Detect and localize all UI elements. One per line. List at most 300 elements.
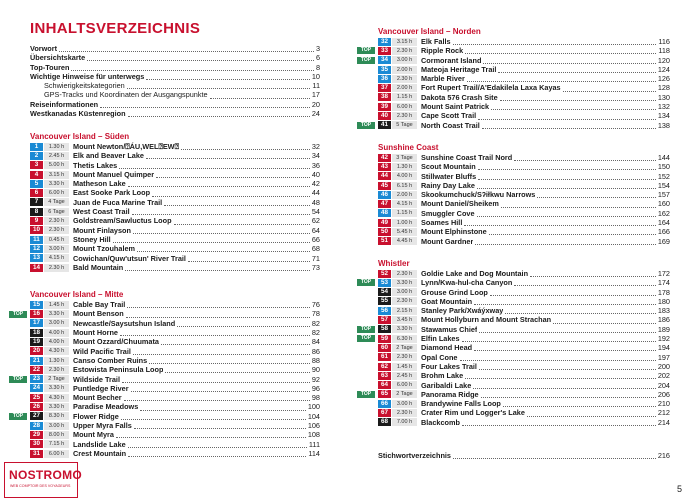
- route-entry[interactable]: [30, 365, 320, 374]
- route-number-badge: 61: [378, 353, 391, 361]
- route-entry[interactable]: [378, 381, 670, 390]
- route-number-badge: 12: [30, 245, 43, 253]
- route-entry[interactable]: [30, 198, 320, 207]
- route-title: Opal Cone: [421, 352, 458, 362]
- route-page: 166: [657, 227, 670, 237]
- route-entry[interactable]: [30, 440, 320, 449]
- route-title: Blackcomb: [421, 417, 460, 427]
- route-entry[interactable]: [378, 111, 670, 120]
- route-page: 172: [657, 268, 670, 278]
- route-entry[interactable]: [30, 356, 320, 365]
- route-number-badge: 13: [30, 254, 43, 262]
- route-title: Skookumchuck/Sʔiłkwu Narrows: [421, 190, 536, 200]
- route-number-badge: 16: [30, 310, 43, 318]
- index-entry[interactable]: [378, 451, 670, 460]
- route-page: 194: [657, 343, 670, 353]
- route-page: 160: [657, 199, 670, 209]
- route-page: 120: [657, 55, 670, 65]
- route-number-badge: 55: [378, 297, 391, 305]
- route-page: 200: [657, 361, 670, 371]
- route-number-badge: 35: [378, 66, 391, 74]
- dot-leader: [126, 311, 310, 318]
- dot-leader: [133, 348, 310, 355]
- dot-leader: [474, 344, 656, 351]
- route-title: Stillwater Bluffs: [421, 171, 477, 181]
- top-tour-badge: TOP: [357, 57, 375, 64]
- route-entry[interactable]: [30, 347, 320, 356]
- top-tour-badge: TOP: [357, 335, 375, 342]
- entry-title: Westkanadas Küstenregion: [30, 109, 126, 119]
- entry-page: 3: [315, 44, 320, 53]
- dot-leader: [188, 255, 310, 262]
- route-page: 48: [311, 197, 320, 207]
- route-entry[interactable]: [30, 430, 320, 439]
- route-entry[interactable]: [360, 46, 670, 56]
- section-heading: Vancouver Island – Süden: [30, 132, 130, 141]
- route-entry[interactable]: [30, 151, 320, 160]
- route-page: 42: [311, 179, 320, 189]
- route-number-badge: 59: [378, 335, 391, 343]
- route-entry[interactable]: [360, 278, 670, 288]
- route-page: 82: [311, 318, 320, 328]
- logo-name: NOSTROMO: [9, 468, 83, 482]
- route-duration: 5.45 h: [392, 228, 417, 236]
- route-duration: 3.00 h: [392, 56, 417, 64]
- route-title: Mount Myra: [73, 430, 114, 440]
- route-page: 174: [657, 278, 670, 288]
- route-entry[interactable]: [360, 120, 670, 130]
- route-number-badge: 57: [378, 316, 391, 324]
- dot-leader: [128, 180, 310, 187]
- dot-leader: [152, 190, 310, 197]
- route-title: Rainy Day Lake: [421, 180, 475, 190]
- route-number-badge: 47: [378, 200, 391, 208]
- route-page: 104: [307, 411, 320, 421]
- dot-leader: [465, 47, 656, 54]
- route-duration: 6.00 h: [44, 450, 69, 458]
- route-page: 82: [311, 328, 320, 338]
- dot-leader: [478, 113, 656, 120]
- dot-leader: [478, 173, 656, 180]
- top-tour-badge: TOP: [357, 279, 375, 286]
- route-number-badge: 62: [378, 363, 391, 371]
- route-page: 62: [311, 216, 320, 226]
- dot-leader: [181, 143, 310, 150]
- route-number-badge: 53: [378, 279, 391, 287]
- route-duration: 2 Tage: [44, 375, 69, 383]
- dot-leader: [119, 162, 310, 169]
- entry-title: Schwierigkeitskategorien: [44, 81, 125, 91]
- route-duration: 0.45 h: [44, 236, 69, 244]
- route-number-badge: 39: [378, 103, 391, 111]
- entry-title: Reiseinformationen: [30, 99, 99, 109]
- route-entry[interactable]: [30, 421, 320, 430]
- route-entry[interactable]: [378, 288, 670, 297]
- entry-title: Top-Touren: [30, 62, 70, 72]
- entry-page: 216: [657, 451, 670, 460]
- route-number-badge: 17: [30, 319, 43, 327]
- section-heading: Vancouver Island – Mitte: [30, 290, 124, 300]
- route-duration: 3.30 h: [44, 180, 69, 188]
- route-duration: 4.45 h: [392, 237, 417, 245]
- route-number-badge: 48: [378, 209, 391, 217]
- route-duration: 3.00 h: [392, 400, 417, 408]
- dot-leader: [113, 236, 310, 243]
- route-page: 180: [657, 296, 670, 306]
- toc-entry[interactable]: [30, 100, 320, 109]
- route-entry[interactable]: [378, 269, 670, 278]
- route-page: 36: [311, 160, 320, 170]
- route-duration: 2.30 h: [392, 112, 417, 120]
- route-duration: 3.15 h: [392, 38, 417, 46]
- route-entry[interactable]: [30, 328, 320, 337]
- section-heading: Vancouver Island – Norden: [378, 27, 481, 36]
- toc-entry[interactable]: [30, 72, 320, 81]
- section-spacer: [378, 427, 670, 440]
- route-entry[interactable]: [12, 411, 320, 421]
- route-page: 164: [657, 218, 670, 228]
- route-title: Cape Scott Trail: [421, 111, 477, 121]
- route-page: 134: [657, 111, 670, 121]
- route-number-badge: 10: [30, 226, 43, 234]
- route-page: 202: [657, 371, 670, 381]
- route-duration: 2.30 h: [392, 297, 417, 305]
- route-entry[interactable]: [30, 254, 320, 263]
- logo-tagline: WEB COMPTOIR DES VOYAGEURS: [10, 484, 71, 488]
- route-duration: 1.30 h: [44, 143, 69, 151]
- route-entry[interactable]: [30, 179, 320, 188]
- route-page: 32: [311, 142, 320, 151]
- route-duration: 2.30 h: [392, 409, 417, 417]
- route-entry[interactable]: [378, 362, 670, 371]
- route-title: Mount Saint Patrick: [421, 102, 490, 112]
- route-page: 76: [311, 300, 320, 310]
- route-title: Wild Pacific Trail: [73, 346, 131, 356]
- route-entry[interactable]: [378, 227, 670, 236]
- route-number-badge: 6: [30, 189, 43, 197]
- route-title: Cormorant Island: [421, 55, 482, 65]
- route-entry[interactable]: [30, 161, 320, 170]
- dot-leader: [127, 82, 311, 89]
- route-entry[interactable]: [30, 402, 320, 411]
- route-number-badge: 22: [30, 366, 43, 374]
- route-number-badge: 11: [30, 236, 43, 244]
- route-entry[interactable]: [30, 216, 320, 225]
- dot-leader: [121, 413, 306, 420]
- route-page: 192: [657, 334, 670, 344]
- route-number-badge: 1: [30, 143, 43, 151]
- route-entry[interactable]: [378, 153, 670, 162]
- route-page: 98: [311, 393, 320, 403]
- route-title: Paradise Meadows: [73, 402, 139, 412]
- route-entry[interactable]: [378, 83, 670, 92]
- route-duration: 3.00 h: [392, 288, 417, 296]
- route-title: Canso Comber Ruins: [73, 355, 148, 365]
- route-entry[interactable]: [378, 37, 670, 46]
- route-duration: 2.30 h: [392, 47, 417, 55]
- route-entry[interactable]: [378, 209, 670, 218]
- dot-leader: [462, 419, 656, 426]
- route-page: 108: [307, 430, 320, 440]
- route-entry[interactable]: [378, 181, 670, 190]
- dot-leader: [146, 73, 310, 80]
- route-title: Crest Mountain: [73, 448, 127, 458]
- route-entry[interactable]: [378, 65, 670, 74]
- route-entry[interactable]: [378, 306, 670, 315]
- route-entry[interactable]: [30, 244, 320, 253]
- route-entry[interactable]: [378, 218, 670, 227]
- route-page: 111: [308, 439, 320, 449]
- route-title: Mount Finlayson: [73, 225, 131, 235]
- route-page: 183: [657, 306, 670, 316]
- route-number-badge: 60: [378, 344, 391, 352]
- route-page: 197: [657, 352, 670, 362]
- route-page: 169: [657, 236, 670, 246]
- toc-entry[interactable]: [30, 53, 320, 62]
- route-title: Stanley Park/Xwáýxway: [421, 306, 504, 316]
- route-number-badge: 63: [378, 372, 391, 380]
- route-duration: 5 Tage: [392, 121, 417, 129]
- toc-entry[interactable]: [30, 81, 320, 90]
- route-entry[interactable]: [378, 102, 670, 111]
- top-tour-badge: TOP: [357, 122, 375, 129]
- route-duration: 3.00 h: [44, 319, 69, 327]
- route-title: Dakota 576 Crash Site: [421, 92, 498, 102]
- route-page: 96: [311, 383, 320, 393]
- dot-leader: [474, 298, 656, 305]
- dot-leader: [491, 103, 656, 110]
- route-page: 150: [657, 162, 670, 172]
- route-entry[interactable]: [378, 237, 670, 246]
- route-title: Lynn/Kwa-hul-cha Canyon: [421, 278, 513, 288]
- dot-leader: [453, 452, 656, 459]
- route-entry[interactable]: [378, 162, 670, 171]
- dot-leader: [479, 326, 655, 333]
- route-entry[interactable]: [12, 309, 320, 319]
- route-number-badge: 65: [378, 390, 391, 398]
- route-title: Stawamus Chief: [421, 324, 478, 334]
- top-tour-badge: TOP: [9, 311, 27, 318]
- route-page: 34: [311, 151, 320, 161]
- dot-leader: [563, 85, 656, 92]
- route-title: Wildside Trail: [73, 374, 120, 384]
- route-number-badge: 19: [30, 338, 43, 346]
- toc-entry[interactable]: [30, 44, 320, 53]
- route-number-badge: 46: [378, 191, 391, 199]
- route-page: 130: [657, 92, 670, 102]
- route-number-badge: 51: [378, 237, 391, 245]
- route-entry[interactable]: [378, 190, 670, 199]
- route-title: Crater Rim und Logger's Lake: [421, 408, 525, 418]
- route-entry[interactable]: [378, 315, 670, 324]
- route-duration: 6.00 h: [44, 189, 69, 197]
- route-number-badge: 29: [30, 431, 43, 439]
- dot-leader: [530, 270, 656, 277]
- route-entry[interactable]: [30, 235, 320, 244]
- route-number-badge: 41: [378, 121, 391, 129]
- route-number-badge: 9: [30, 217, 43, 225]
- route-number-badge: 32: [378, 38, 391, 46]
- route-duration: 2.30 h: [44, 226, 69, 234]
- route-title: Brohm Lake: [421, 371, 464, 381]
- dot-leader: [505, 307, 655, 314]
- route-entry[interactable]: [30, 226, 320, 235]
- dot-leader: [59, 45, 314, 52]
- route-duration: 4.15 h: [44, 254, 69, 262]
- route-entry[interactable]: [30, 170, 320, 179]
- route-entry[interactable]: [378, 343, 670, 352]
- toc-entry[interactable]: [30, 90, 320, 99]
- entry-page: 8: [315, 62, 320, 72]
- route-entry[interactable]: [378, 418, 670, 427]
- route-title: Mateoja Heritage Trail: [421, 64, 497, 74]
- route-entry[interactable]: [378, 371, 670, 380]
- route-entry[interactable]: [30, 142, 320, 151]
- route-duration: 1.30 h: [44, 357, 69, 365]
- route-title: Cowichan/Quw'utsun' River Trail: [73, 253, 186, 263]
- route-entry[interactable]: [378, 399, 670, 408]
- route-number-badge: 7: [30, 198, 43, 206]
- route-entry[interactable]: [378, 74, 670, 83]
- route-entry[interactable]: [30, 449, 320, 458]
- route-page: 152: [657, 171, 670, 181]
- route-title: West Coast Trail: [73, 207, 130, 217]
- route-title: Mount Elphinstone: [421, 227, 487, 237]
- route-duration: 2 Tage: [392, 390, 417, 398]
- dot-leader: [128, 441, 307, 448]
- route-entry[interactable]: [30, 337, 320, 346]
- route-title: Estowista Peninsula Loop: [73, 365, 164, 375]
- route-page: 210: [657, 399, 670, 409]
- route-number-badge: 28: [30, 422, 43, 430]
- route-entry[interactable]: [12, 374, 320, 384]
- route-entry[interactable]: [30, 384, 320, 393]
- dot-leader: [500, 94, 656, 101]
- route-title: Mount Tzouhalem: [73, 244, 136, 254]
- dot-leader: [131, 385, 310, 392]
- route-page: 118: [658, 46, 670, 56]
- route-title: Flower Ridge: [73, 411, 119, 421]
- route-number-badge: 49: [378, 219, 391, 227]
- route-duration: 2.45 h: [392, 372, 417, 380]
- route-entry[interactable]: [378, 93, 670, 102]
- route-page: 162: [657, 208, 670, 218]
- dot-leader: [514, 154, 656, 161]
- route-page: 44: [311, 188, 320, 198]
- route-entry[interactable]: [30, 188, 320, 197]
- dot-leader: [537, 191, 655, 198]
- route-page: 206: [657, 389, 670, 399]
- route-title: Goldie Lake and Dog Mountain: [421, 268, 529, 278]
- dot-leader: [165, 366, 309, 373]
- route-duration: 3 Tage: [392, 154, 417, 162]
- route-entry[interactable]: [30, 207, 320, 216]
- top-tour-badge: TOP: [357, 391, 375, 398]
- route-title: Four Lakes Trail: [421, 361, 477, 371]
- route-title: Diamond Head: [421, 343, 473, 353]
- dot-leader: [161, 338, 310, 345]
- route-page: 64: [311, 225, 320, 235]
- entry-title: Übersichtskarte: [30, 53, 86, 63]
- route-number-badge: 40: [378, 112, 391, 120]
- page-number: 5: [677, 484, 683, 494]
- route-entry[interactable]: [360, 334, 670, 344]
- top-tour-badge: TOP: [9, 376, 27, 383]
- route-page: 90: [311, 365, 320, 375]
- dot-leader: [133, 227, 310, 234]
- route-entry[interactable]: [30, 393, 320, 402]
- route-duration: 4 Tage: [44, 198, 69, 206]
- dot-leader: [140, 404, 306, 411]
- entry-title: Stichwortverzeichnis: [378, 451, 451, 460]
- dot-leader: [132, 208, 310, 215]
- route-entry[interactable]: [378, 408, 670, 417]
- route-number-badge: 56: [378, 307, 391, 315]
- route-duration: 8.00 h: [44, 431, 69, 439]
- route-entry[interactable]: [360, 55, 670, 65]
- route-number-badge: 58: [378, 325, 391, 333]
- route-title: Puntledge River: [73, 383, 129, 393]
- route-entry[interactable]: [378, 297, 670, 306]
- route-title: Goldstream/Sawluctus Loop: [73, 216, 172, 226]
- route-page: 84: [311, 337, 320, 347]
- route-number-badge: 24: [30, 384, 43, 392]
- route-number-badge: 42: [378, 154, 391, 162]
- dot-leader: [481, 391, 656, 398]
- route-entry[interactable]: [360, 389, 670, 399]
- route-number-badge: 14: [30, 264, 43, 272]
- route-duration: 1.45 h: [44, 301, 69, 309]
- route-duration: 1.45 h: [392, 363, 417, 371]
- route-number-badge: 64: [378, 381, 391, 389]
- route-page: 68: [311, 244, 320, 254]
- entry-title: Wichtige Hinweise für unterwegs: [30, 71, 145, 81]
- toc-entry[interactable]: [30, 109, 320, 118]
- route-page: 73: [311, 262, 320, 272]
- route-page: 126: [657, 74, 670, 84]
- route-page: 88: [311, 355, 320, 365]
- dot-leader: [482, 122, 656, 129]
- route-title: Scout Mountain: [421, 162, 476, 172]
- route-entry[interactable]: [30, 300, 320, 309]
- toc-entry[interactable]: [30, 63, 320, 72]
- route-title: Cable Bay Trail: [73, 300, 126, 310]
- entry-page: 17: [311, 90, 320, 100]
- route-entry[interactable]: [378, 199, 670, 208]
- route-entry[interactable]: [378, 353, 670, 362]
- route-entry[interactable]: [360, 324, 670, 334]
- dot-leader: [164, 199, 310, 206]
- dot-leader: [125, 264, 310, 271]
- route-entry[interactable]: [30, 263, 320, 272]
- dot-leader: [87, 54, 314, 61]
- route-duration: 8.30 h: [44, 412, 69, 420]
- route-entry[interactable]: [30, 319, 320, 328]
- route-page: 40: [311, 169, 320, 179]
- dot-leader: [477, 182, 656, 189]
- route-duration: 7.15 h: [44, 440, 69, 448]
- dot-leader: [489, 228, 656, 235]
- route-title: Marble River: [421, 74, 465, 84]
- route-page: 157: [657, 190, 670, 200]
- route-title: Elfin Lakes: [421, 334, 460, 344]
- route-entry[interactable]: [378, 172, 670, 181]
- route-page: 116: [658, 37, 670, 46]
- route-title: Mount Hollyburn and Mount Strachan: [421, 315, 552, 325]
- route-title: Landslide Lake: [73, 439, 126, 449]
- route-title: Mount Horne: [73, 328, 118, 338]
- route-page: 71: [311, 253, 320, 263]
